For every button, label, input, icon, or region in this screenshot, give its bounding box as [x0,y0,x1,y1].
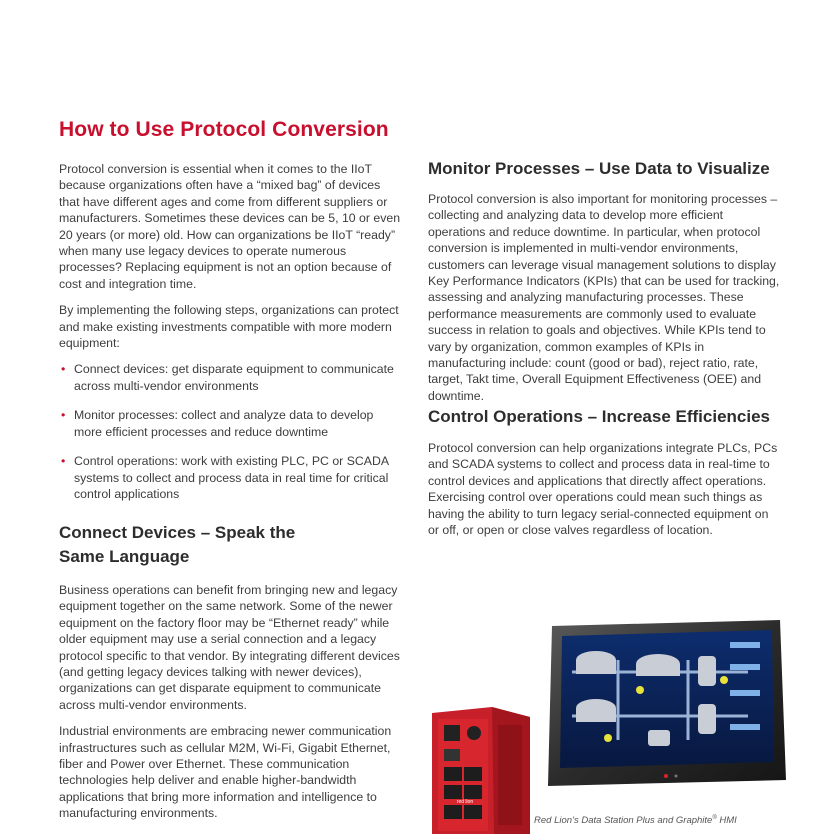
graphite-hmi-image [548,620,786,786]
connect-heading [59,521,359,569]
control-heading-block [428,405,808,429]
control-paragraph: Protocol conversion can help organizations integrate PLCs, PCs and SCADA systems to collect and process data in real-time to control devices and applications that directly affect operations. Exercising control over operations could mean such things as having the ability to turn legacy serial-connected equipment on or off, or open or close valves regardless of location. [428,441,778,538]
monitor-heading-block [428,157,808,181]
control-heading: Control Operations – Increase Efficiencies [428,407,771,426]
list-item [59,407,404,440]
caption-registered-mark: ® [712,815,717,821]
bullet-icon: • [61,454,66,469]
list-item [59,361,404,394]
caption-suffix: HMI [716,815,737,827]
monitor-heading: Monitor Processes – Use Data to Visualize [428,159,770,178]
red-lion-logo: red lion [456,799,474,805]
intro-column [59,161,404,515]
connect-paragraph-2: Industrial environments are embracing newer communication infrastructures such as cellular M2M, Wi-Fi, Gigabit Ethernet, fiber and Power over Ethernet. These communication technologies help deliver and enable higher-bandwidth applications that bring more information and intelligence to manufacturing environments. [59,724,392,821]
steps-list [59,361,404,502]
control-column [428,440,780,538]
intro-paragraph-2: By implementing the following steps, organizations can protect and make existing investments compatible with more modern equipment: [59,303,399,351]
list-item-text: Control operations: work with existing PLC, PC or SCADA systems to collect and process data in real time for critical control applications [74,454,389,501]
intro-paragraph-1: Protocol conversion is essential when it comes to the IIoT because organizations often have a “mixed bag” of devices that have different ages and come from different suppliers or manufacturers. Sometimes these devices can be 5, 10 or even 20 years (or more) old. How can organizations be IIoT “ready” when many use legacy devices to operate numerous processes? Replacing equipment is not an option because of cost and integration time. [59,162,401,291]
bullet-icon: • [61,408,66,423]
monitor-column [428,191,780,404]
connect-column [59,582,404,822]
connect-heading-block [59,521,359,569]
monitor-paragraph: Protocol conversion is also important for monitoring processes – collecting and analyzing data to develop more efficient operations and reduce downtime. In particular, when protocol conversion is implemented in multi-vendor environments, customers can leverage visual management solutions to display Key Performance Indicators (KPIs) that can be used for tracking, assessing and analyzing manufacturing processes. These performance measurements are commonly used to evaluate success in relation to goals and objectives. While KPIs tend to vary by organization, common examples of KPIs in manufacturing include: count (good or bad), reject ratio, rate, target, Takt time, Overall Equipment Effectiveness (OEE) and downtime. [428,192,780,403]
list-item-text: Monitor processes: collect and analyze data to develop more efficient processes and reduce downtime [74,408,374,439]
connect-paragraph-1: Business operations can benefit from bringing new and legacy equipment together on the same network. Some of the newer equipment on the factory floor may be “Ethernet ready” while older equipment may use a serial connection and a legacy protocol specific to that vendor. By integrating different devices (and getting legacy devices talking with newer devices), organizations can get disparate equipment to communicate across multi-vendor environments. [59,583,400,712]
list-item [59,453,404,502]
page-title: How to Use Protocol Conversion [59,118,389,141]
caption-text: Red Lion’s Data Station Plus and Graphite [534,815,713,827]
list-item-text: Connect devices: get disparate equipment to communicate across multi-vendor environments [74,362,394,393]
bullet-icon: • [61,362,66,377]
data-station-plus-image [432,705,530,834]
image-caption [534,815,737,826]
connect-heading-line-1: Connect Devices – Speak the [59,523,296,542]
connect-heading-line-2: Same Language [59,547,190,566]
